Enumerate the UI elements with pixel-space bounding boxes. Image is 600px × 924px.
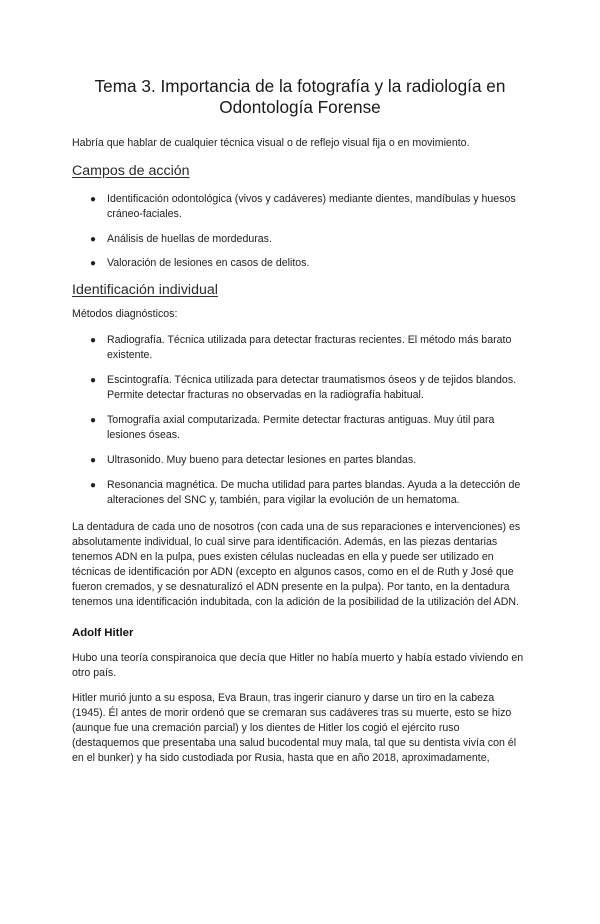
bullet-icon: ● — [90, 455, 97, 466]
document-title — [72, 76, 528, 118]
list-item: ● Escintografía. Técnica utilizada para detectar traumatismos óseos y de tejidos blandos. Permite detectar fracturas no observadas en la radiografía habitual. — [90, 374, 517, 401]
bullet-icon: ● — [90, 194, 97, 205]
list-item: ● Valoración de lesiones en casos de delitos. — [90, 257, 310, 269]
campos-list — [72, 192, 528, 271]
bullet-icon: ● — [90, 258, 97, 269]
heading-adolf-hitler: Adolf Hitler — [72, 627, 134, 639]
bullet-icon: ● — [90, 335, 97, 346]
title-line-2: Odontología Forense — [219, 97, 381, 117]
list-item: ● Análisis de huellas de mordeduras. — [90, 233, 272, 245]
heading-campos-de-accion: Campos de acción — [72, 163, 190, 179]
bullet-icon: ● — [90, 480, 97, 491]
list-item: ● Ultrasonido. Muy bueno para detectar lesiones en partes blandas. — [90, 454, 417, 466]
hitler-paragraph-2: Hitler murió junto a su esposa, Eva Braun, tras ingerir cianuro y darse un tiro en la cabeza (1945). Él antes de morir ordenó que se cremaran sus cadáveres tras su muerte, esto se hizo (aunque fue una cremación parcial) y los dientes de Hitler los cogió el ejército ruso (destaquemos que presentaba una salud bucodental muy mala, tal que su dentista vivía con él en el bunker) y ha sido custodiada por Rusia, hasta que en año 2018, aproximadamente, — [72, 692, 517, 764]
list-item: ● Resonancia magnética. De mucha utilidad para partes blandas. Ayuda a la detección de alteraciones del SNC y, también, para vigilar la evolución de un hematoma. — [90, 479, 521, 506]
methods-label: Métodos diagnósticos: — [72, 308, 178, 320]
list-item: ● Radiografía. Técnica utilizada para detectar fracturas recientes. El método más barato existente. — [90, 334, 512, 361]
bullet-icon: ● — [90, 415, 97, 426]
heading-identificacion-individual: Identificación individual — [72, 282, 218, 298]
methods-list — [72, 333, 528, 508]
dentadura-paragraph: La dentadura de cada uno de nosotros (con cada una de sus reparaciones e intervenciones) es absolutamente individual, lo cual sirve para identificación. Además, en las piezas dentarias tenemos ADN en la pulpa, pues existen células nucleadas en ella y puede ser utilizado en técnicas de identificación por ADN (excepto en algunos casos, como en el de Ruth y José que fueron cremados, y se desnaturalizó el ADN presente en la pulpa). Por tanto, en la dentadura tenemos una identificación indubitada, con la adición de la posibilidad de la utilización del ADN. — [72, 521, 521, 608]
intro-paragraph: Habría que hablar de cualquier técnica visual o de reflejo visual fija o en movimiento. — [72, 137, 470, 149]
bullet-icon: ● — [90, 375, 97, 386]
hitler-paragraph-1: Hubo una teoría conspiranoica que decía que Hitler no había muerto y había estado viviendo en otro país. — [72, 652, 524, 679]
list-item: ● Identificación odontológica (vivos y cadáveres) mediante dientes, mandíbulas y huesos cráneo-faciales. — [90, 193, 516, 220]
list-item: ● Tomografía axial computarizada. Permite detectar fracturas antiguas. Muy útil para lesiones óseas. — [90, 414, 495, 441]
title-line-1: Tema 3. Importancia de la fotografía y la radiología en — [94, 76, 506, 96]
bullet-icon: ● — [90, 234, 97, 245]
document-page — [0, 76, 600, 924]
